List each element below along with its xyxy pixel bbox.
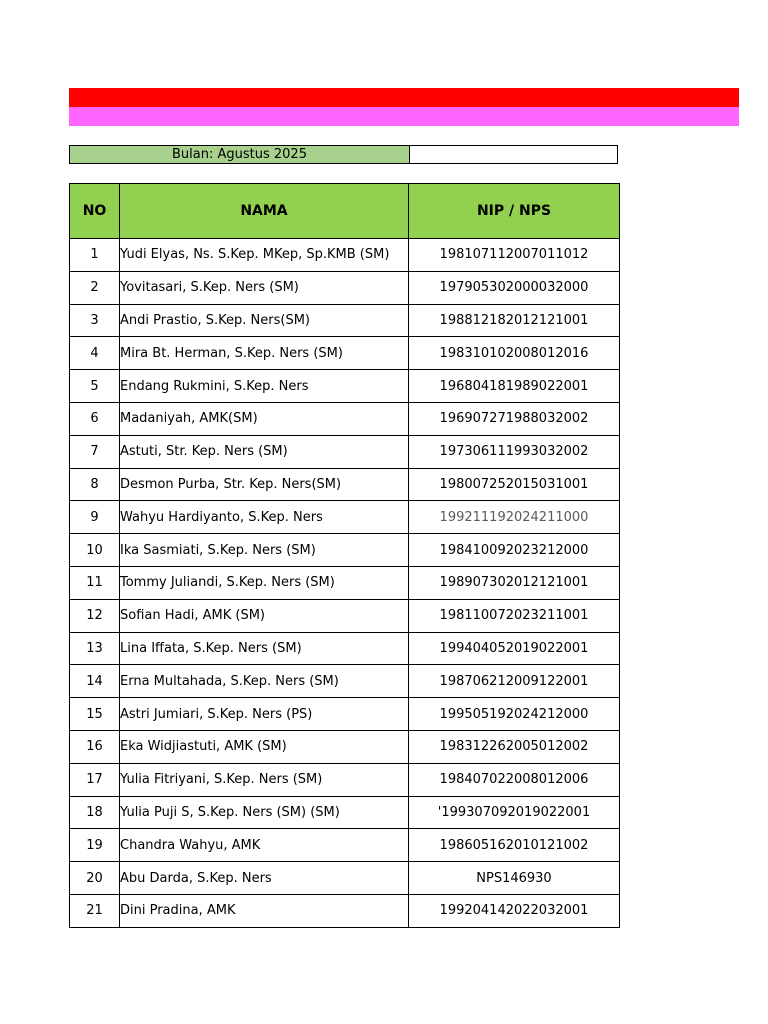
cell-no[interactable]: 10 (70, 534, 120, 567)
cell-nama[interactable]: Endang Rukmini, S.Kep. Ners (120, 370, 409, 403)
cell-nama[interactable]: Yulia Fitriyani, S.Kep. Ners (SM) (120, 763, 409, 796)
table-row (70, 566, 620, 599)
cell-nama[interactable]: Ika Sasmiati, S.Kep. Ners (SM) (120, 534, 409, 567)
cell-nama[interactable]: Yudi Elyas, Ns. S.Kep. MKep, Sp.KMB (SM) (120, 239, 409, 272)
cell-no[interactable]: 15 (70, 698, 120, 731)
cell-nip[interactable]: 198410092023212000 (409, 534, 620, 567)
table-row (70, 599, 620, 632)
cell-nip[interactable]: 199211192024211000 (409, 501, 620, 534)
cell-no[interactable]: 21 (70, 894, 120, 927)
table-row (70, 894, 620, 927)
cell-nama[interactable]: Wahyu Hardiyanto, S.Kep. Ners (120, 501, 409, 534)
staff-table (69, 183, 620, 928)
cell-nama[interactable]: Madaniyah, AMK(SM) (120, 402, 409, 435)
cell-nip[interactable]: 197905302000032000 (409, 271, 620, 304)
cell-no[interactable]: 8 (70, 468, 120, 501)
table-row (70, 402, 620, 435)
cell-nip[interactable]: 199505192024212000 (409, 698, 620, 731)
cell-nip[interactable]: 198812182012121001 (409, 304, 620, 337)
table-header-row (70, 184, 620, 239)
cell-nama[interactable]: Lina Iffata, S.Kep. Ners (SM) (120, 632, 409, 665)
cell-no[interactable]: 1 (70, 239, 120, 272)
cell-nip[interactable]: 196804181989022001 (409, 370, 620, 403)
cell-no[interactable]: 17 (70, 763, 120, 796)
month-value-cell[interactable] (410, 146, 617, 163)
header-band-pink (69, 107, 739, 126)
table-row (70, 829, 620, 862)
cell-no[interactable]: 9 (70, 501, 120, 534)
table-row (70, 501, 620, 534)
column-header-no: NO (70, 184, 120, 239)
cell-no[interactable]: 11 (70, 566, 120, 599)
month-label: Bulan: Agustus 2025 (70, 146, 410, 163)
table-row (70, 435, 620, 468)
cell-nama[interactable]: Andi Prastio, S.Kep. Ners(SM) (120, 304, 409, 337)
cell-nama[interactable]: Erna Multahada, S.Kep. Ners (SM) (120, 665, 409, 698)
cell-nip[interactable]: 198110072023211001 (409, 599, 620, 632)
cell-nama[interactable]: Chandra Wahyu, AMK (120, 829, 409, 862)
cell-no[interactable]: 3 (70, 304, 120, 337)
cell-no[interactable]: 4 (70, 337, 120, 370)
cell-no[interactable]: 16 (70, 730, 120, 763)
cell-no[interactable]: 18 (70, 796, 120, 829)
cell-nip[interactable]: 198312262005012002 (409, 730, 620, 763)
cell-nama[interactable]: Yovitasari, S.Kep. Ners (SM) (120, 271, 409, 304)
cell-nip[interactable]: 198605162010121002 (409, 829, 620, 862)
column-header-nip: NIP / NPS (409, 184, 620, 239)
table-row (70, 698, 620, 731)
cell-no[interactable]: 14 (70, 665, 120, 698)
cell-nama[interactable]: Tommy Juliandi, S.Kep. Ners (SM) (120, 566, 409, 599)
cell-nip[interactable]: 198706212009122001 (409, 665, 620, 698)
cell-nip[interactable]: NPS146930 (409, 862, 620, 895)
cell-nip[interactable]: 199404052019022001 (409, 632, 620, 665)
cell-no[interactable]: 5 (70, 370, 120, 403)
table-row (70, 239, 620, 272)
table-row (70, 370, 620, 403)
cell-nama[interactable]: Sofian Hadi, AMK (SM) (120, 599, 409, 632)
table-row (70, 468, 620, 501)
column-header-nama: NAMA (120, 184, 409, 239)
cell-nama[interactable]: Desmon Purba, Str. Kep. Ners(SM) (120, 468, 409, 501)
table-row (70, 730, 620, 763)
table-row (70, 862, 620, 895)
table-row (70, 534, 620, 567)
cell-nip[interactable]: 198107112007011012 (409, 239, 620, 272)
cell-nip[interactable]: 196907271988032002 (409, 402, 620, 435)
cell-nama[interactable]: Mira Bt. Herman, S.Kep. Ners (SM) (120, 337, 409, 370)
cell-nama[interactable]: Eka Widjiastuti, AMK (SM) (120, 730, 409, 763)
header-band-red (69, 88, 739, 107)
cell-nip[interactable]: 199204142022032001 (409, 894, 620, 927)
table-row (70, 763, 620, 796)
table-row (70, 337, 620, 370)
cell-no[interactable]: 20 (70, 862, 120, 895)
cell-no[interactable]: 13 (70, 632, 120, 665)
cell-nip[interactable]: '199307092019022001 (409, 796, 620, 829)
cell-no[interactable]: 2 (70, 271, 120, 304)
table-row (70, 796, 620, 829)
cell-no[interactable]: 12 (70, 599, 120, 632)
table-row (70, 632, 620, 665)
cell-nama[interactable]: Astuti, Str. Kep. Ners (SM) (120, 435, 409, 468)
cell-nama[interactable]: Yulia Puji S, S.Kep. Ners (SM) (SM) (120, 796, 409, 829)
table-body (70, 239, 620, 928)
cell-nama[interactable]: Dini Pradina, AMK (120, 894, 409, 927)
table-row (70, 665, 620, 698)
cell-nip[interactable]: 198310102008012016 (409, 337, 620, 370)
cell-nip[interactable]: 198907302012121001 (409, 566, 620, 599)
cell-nip[interactable]: 198007252015031001 (409, 468, 620, 501)
cell-nama[interactable]: Abu Darda, S.Kep. Ners (120, 862, 409, 895)
cell-nama[interactable]: Astri Jumiari, S.Kep. Ners (PS) (120, 698, 409, 731)
cell-no[interactable]: 19 (70, 829, 120, 862)
month-row (69, 145, 618, 164)
cell-nip[interactable]: 197306111993032002 (409, 435, 620, 468)
table-row (70, 304, 620, 337)
cell-no[interactable]: 6 (70, 402, 120, 435)
cell-no[interactable]: 7 (70, 435, 120, 468)
table-row (70, 271, 620, 304)
cell-nip[interactable]: 198407022008012006 (409, 763, 620, 796)
